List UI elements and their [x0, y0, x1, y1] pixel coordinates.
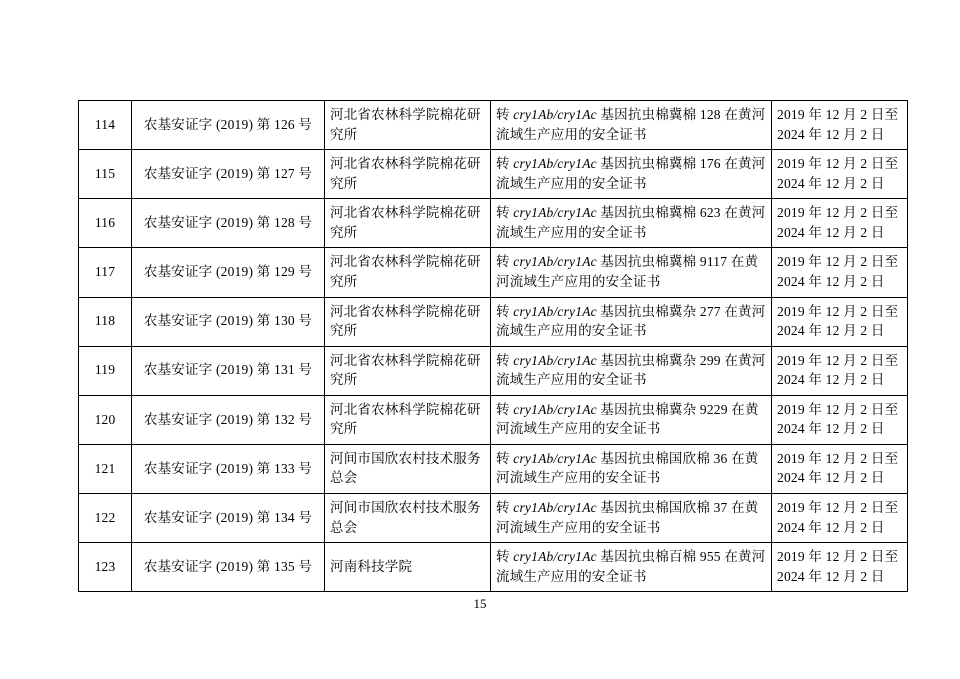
- certificate-number: 农基安证字 (2019) 第 128 号: [132, 199, 325, 248]
- row-number: 119: [79, 346, 132, 395]
- validity-period: [772, 248, 908, 297]
- valid-to: 2024 年 12 月 2 日: [777, 421, 885, 437]
- valid-from: 2019 年 12 月 2 日至: [777, 107, 899, 122]
- certificate-table-body: [79, 101, 908, 592]
- table-row: [79, 150, 908, 199]
- row-number: 115: [79, 150, 132, 199]
- row-number: 120: [79, 395, 132, 444]
- gene-name: cry1Ab/cry1Ac: [513, 254, 597, 270]
- certificate-description: [491, 297, 772, 346]
- valid-from: 2019 年 12 月 2 日至: [777, 254, 899, 270]
- certificate-number: 农基安证字 (2019) 第 134 号: [132, 494, 325, 543]
- certificate-description: [491, 444, 772, 493]
- description-suffix: 基因抗虫棉冀棉 176 在黄河流域生产应用的安全证书: [496, 156, 766, 191]
- valid-from: 2019 年 12 月 2 日至: [777, 352, 899, 368]
- table-row: [79, 395, 908, 444]
- row-number: 123: [79, 543, 132, 592]
- certificate-table-container: [78, 100, 899, 592]
- description-prefix: 转: [496, 303, 514, 319]
- valid-to: 2024 年 12 月 2 日: [777, 323, 885, 339]
- certificate-description: [491, 346, 772, 395]
- description-suffix: 基因抗虫棉冀杂 299 在黄河流域生产应用的安全证书: [496, 352, 766, 388]
- valid-from: 2019 年 12 月 2 日至: [777, 549, 899, 565]
- certificate-number: 农基安证字 (2019) 第 135 号: [132, 543, 325, 592]
- certificate-table: [78, 100, 908, 592]
- row-number: 117: [79, 248, 132, 297]
- certificate-number: 农基安证字 (2019) 第 129 号: [132, 248, 325, 297]
- description-prefix: 转: [496, 401, 514, 417]
- validity-period: [772, 346, 908, 395]
- valid-from: 2019 年 12 月 2 日至: [777, 450, 899, 466]
- organization-name: 河北省农林科学院棉花研究所: [325, 101, 491, 150]
- description-prefix: 转: [496, 254, 514, 270]
- row-number: 121: [79, 444, 132, 493]
- organization-name: 河北省农林科学院棉花研究所: [325, 248, 491, 297]
- organization-name: 河间市国欣农村技术服务总会: [325, 494, 491, 543]
- row-number: 116: [79, 199, 132, 248]
- certificate-description: [491, 150, 772, 199]
- gene-name: cry1Ab/cry1Ac: [513, 401, 597, 417]
- row-number: 122: [79, 494, 132, 543]
- description-prefix: 转: [496, 549, 514, 565]
- description-suffix: 基因抗虫棉冀棉 9117 在黄河流域生产应用的安全证书: [496, 254, 759, 289]
- description-prefix: 转: [496, 156, 514, 172]
- gene-name: cry1Ab/cry1Ac: [513, 107, 597, 122]
- page-number: 15: [473, 596, 487, 611]
- validity-period: [772, 543, 908, 592]
- gene-name: cry1Ab/cry1Ac: [513, 352, 597, 368]
- description-prefix: 转: [496, 500, 514, 515]
- validity-period: [772, 395, 908, 444]
- valid-to: 2024 年 12 月 2 日: [777, 470, 885, 486]
- description-prefix: 转: [496, 107, 514, 122]
- certificate-description: [491, 248, 772, 297]
- certificate-number: 农基安证字 (2019) 第 133 号: [132, 444, 325, 493]
- valid-to: 2024 年 12 月 2 日: [777, 273, 885, 289]
- table-row: [79, 248, 908, 297]
- description-suffix: 基因抗虫棉冀杂 9229 在黄河流域生产应用的安全证书: [496, 401, 759, 437]
- organization-name: 河北省农林科学院棉花研究所: [325, 346, 491, 395]
- row-number: 118: [79, 297, 132, 346]
- validity-period: [772, 444, 908, 493]
- valid-to: 2024 年 12 月 2 日: [777, 568, 885, 584]
- organization-name: 河南科技学院: [325, 543, 491, 592]
- organization-name: 河北省农林科学院棉花研究所: [325, 297, 491, 346]
- organization-name: 河北省农林科学院棉花研究所: [325, 199, 491, 248]
- description-prefix: 转: [496, 352, 514, 368]
- description-suffix: 基因抗虫棉冀杂 277 在黄河流域生产应用的安全证书: [496, 303, 766, 339]
- valid-to: 2024 年 12 月 2 日: [777, 372, 885, 388]
- table-row: [79, 199, 908, 248]
- valid-from: 2019 年 12 月 2 日至: [777, 205, 899, 221]
- valid-from: 2019 年 12 月 2 日至: [777, 500, 899, 515]
- certificate-description: [491, 494, 772, 543]
- description-suffix: 基因抗虫棉冀棉 623 在黄河流域生产应用的安全证书: [496, 205, 766, 240]
- description-prefix: 转: [496, 450, 514, 466]
- certificate-number: 农基安证字 (2019) 第 132 号: [132, 395, 325, 444]
- certificate-description: [491, 101, 772, 150]
- validity-period: [772, 494, 908, 543]
- description-prefix: 转: [496, 205, 514, 221]
- gene-name: cry1Ab/cry1Ac: [513, 549, 597, 565]
- gene-name: cry1Ab/cry1Ac: [513, 156, 597, 172]
- description-suffix: 基因抗虫棉百棉 955 在黄河流域生产应用的安全证书: [496, 549, 766, 584]
- gene-name: cry1Ab/cry1Ac: [513, 450, 597, 466]
- valid-from: 2019 年 12 月 2 日至: [777, 401, 899, 417]
- table-row: [79, 444, 908, 493]
- gene-name: cry1Ab/cry1Ac: [513, 303, 597, 319]
- table-row: [79, 297, 908, 346]
- valid-to: 2024 年 12 月 2 日: [777, 175, 885, 191]
- table-row: [79, 494, 908, 543]
- description-suffix: 基因抗虫棉冀棉 128 在黄河流域生产应用的安全证书: [496, 107, 766, 142]
- organization-name: 河北省农林科学院棉花研究所: [325, 395, 491, 444]
- description-suffix: 基因抗虫棉国欣棉 37 在黄河流域生产应用的安全证书: [496, 500, 759, 535]
- gene-name: cry1Ab/cry1Ac: [513, 500, 597, 515]
- validity-period: [772, 199, 908, 248]
- row-number: 114: [79, 101, 132, 150]
- table-row: [79, 346, 908, 395]
- certificate-number: 农基安证字 (2019) 第 130 号: [132, 297, 325, 346]
- certificate-number: 农基安证字 (2019) 第 131 号: [132, 346, 325, 395]
- valid-from: 2019 年 12 月 2 日至: [777, 303, 899, 319]
- certificate-description: [491, 199, 772, 248]
- certificate-number: 农基安证字 (2019) 第 126 号: [132, 101, 325, 150]
- organization-name: 河北省农林科学院棉花研究所: [325, 150, 491, 199]
- validity-period: [772, 101, 908, 150]
- table-row: [79, 101, 908, 150]
- table-row: [79, 543, 908, 592]
- valid-to: 2024 年 12 月 2 日: [777, 519, 885, 535]
- validity-period: [772, 297, 908, 346]
- certificate-description: [491, 395, 772, 444]
- organization-name: 河间市国欣农村技术服务总会: [325, 444, 491, 493]
- description-suffix: 基因抗虫棉国欣棉 36 在黄河流域生产应用的安全证书: [496, 450, 759, 486]
- certificate-description: [491, 543, 772, 592]
- gene-name: cry1Ab/cry1Ac: [513, 205, 597, 221]
- valid-to: 2024 年 12 月 2 日: [777, 126, 885, 142]
- certificate-number: 农基安证字 (2019) 第 127 号: [132, 150, 325, 199]
- valid-from: 2019 年 12 月 2 日至: [777, 156, 899, 172]
- valid-to: 2024 年 12 月 2 日: [777, 224, 885, 240]
- validity-period: [772, 150, 908, 199]
